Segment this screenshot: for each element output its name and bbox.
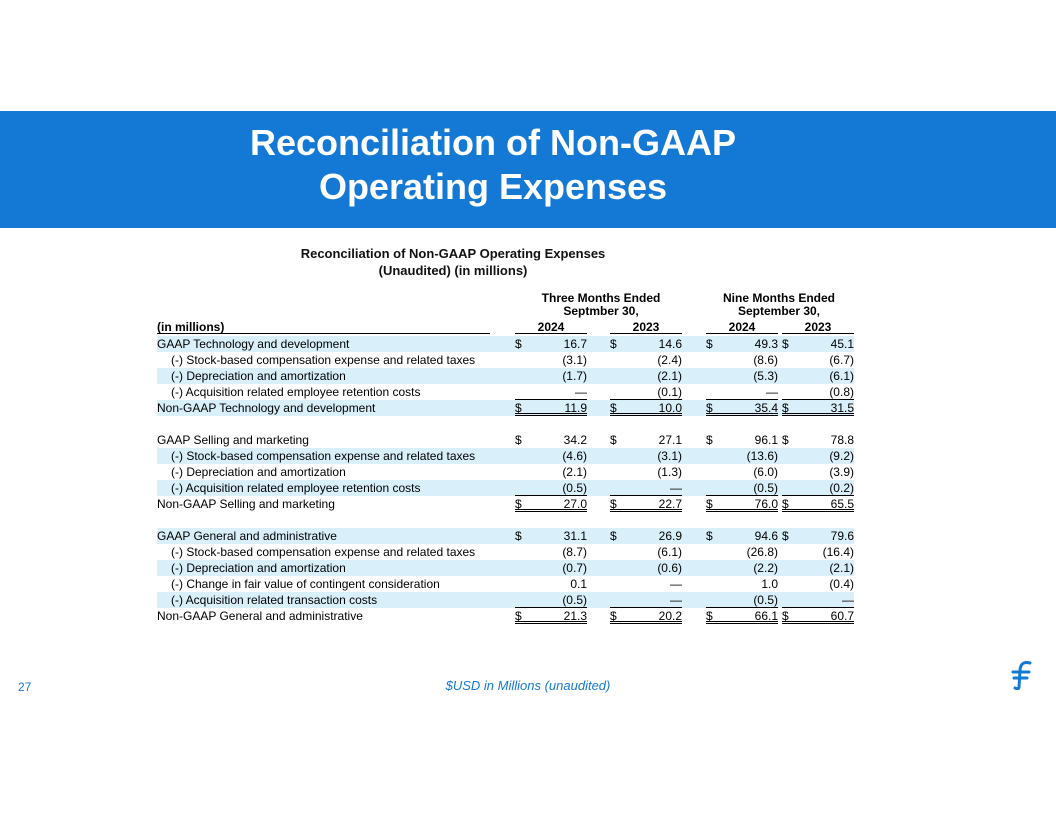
value-cell-q-2023 — [610, 448, 682, 464]
value-cell-9m-2023 — [782, 496, 854, 512]
currency-symbol: $ — [706, 609, 713, 623]
value-cell-9m-2023 — [782, 384, 854, 400]
cell-value: 0.1 — [570, 577, 587, 591]
value-cell-9m-2024 — [706, 336, 778, 352]
currency-symbol: $ — [782, 609, 789, 623]
row-label: (-) Stock-based compensation expense and related taxes — [171, 545, 476, 559]
cell-value: (2.1) — [829, 561, 854, 575]
cell-value: 60.7 — [830, 609, 854, 623]
cell-value: (9.2) — [829, 449, 854, 463]
year-header-q-2024: 2024 — [515, 320, 587, 334]
cell-value: 16.7 — [563, 337, 587, 351]
table-title: Reconciliation of Non-GAAP Operating Expenses — [300, 246, 606, 261]
table-row — [157, 384, 854, 400]
slide-title — [0, 121, 986, 209]
currency-symbol: $ — [610, 609, 617, 623]
nine-months-line-1: Nine Months Ended — [723, 291, 835, 305]
table-subtitle: (Unaudited) (in millions) — [378, 263, 528, 278]
cell-value: (8.6) — [753, 353, 778, 367]
value-cell-9m-2023 — [782, 576, 854, 592]
slide-title-line-1: Reconciliation of Non-GAAP — [250, 122, 736, 163]
value-cell-9m-2024 — [706, 592, 778, 608]
cell-value: — — [842, 593, 854, 607]
row-label: Non-GAAP Selling and marketing — [157, 497, 335, 511]
value-cell-q-2023 — [610, 368, 682, 384]
value-cell-q-2024 — [515, 384, 587, 400]
three-months-line-2: Septmber 30, — [563, 304, 639, 318]
currency-symbol: $ — [610, 401, 617, 415]
cell-value: — — [670, 481, 682, 495]
row-label: (-) Depreciation and amortization — [171, 465, 346, 479]
value-cell-q-2023 — [610, 560, 682, 576]
row-label: Non-GAAP General and administrative — [157, 609, 363, 623]
value-cell-q-2024 — [515, 528, 587, 544]
row-label: Non-GAAP Technology and development — [157, 401, 376, 415]
cell-value: (3.1) — [562, 353, 587, 367]
value-cell-9m-2023 — [782, 432, 854, 448]
table-row — [157, 480, 854, 496]
cell-value: 66.1 — [754, 609, 778, 623]
slide-title-line-2: Operating Expenses — [318, 166, 668, 207]
cell-value: (1.3) — [657, 465, 682, 479]
value-cell-9m-2024 — [706, 576, 778, 592]
cell-value: (3.9) — [829, 465, 854, 479]
value-cell-9m-2024 — [706, 352, 778, 368]
company-logo-icon — [1010, 660, 1036, 690]
table-row — [157, 464, 854, 480]
cell-value: 94.6 — [754, 529, 778, 543]
cell-value: (0.5) — [562, 481, 587, 495]
currency-symbol: $ — [515, 609, 522, 623]
value-cell-q-2024 — [515, 608, 587, 624]
value-cell-q-2024 — [515, 352, 587, 368]
cell-value: 14.6 — [658, 337, 682, 351]
currency-symbol: $ — [610, 497, 617, 511]
table-row — [157, 560, 854, 576]
value-cell-9m-2024 — [706, 432, 778, 448]
value-cell-9m-2024 — [706, 400, 778, 416]
currency-symbol: $ — [515, 433, 522, 447]
value-cell-9m-2023 — [782, 400, 854, 416]
row-label: GAAP Technology and development — [157, 337, 350, 351]
value-cell-9m-2024 — [706, 384, 778, 400]
row-label: (-) Depreciation and amortization — [171, 561, 346, 575]
value-cell-9m-2024 — [706, 528, 778, 544]
value-cell-q-2024 — [515, 368, 587, 384]
value-cell-q-2023 — [610, 480, 682, 496]
cell-value: — — [575, 385, 587, 399]
column-header-row — [157, 320, 854, 334]
currency-symbol: $ — [515, 497, 522, 511]
cell-value: 45.1 — [830, 337, 854, 351]
cell-value: (6.1) — [829, 369, 854, 383]
footnote: $USD in Millions (unaudited) — [445, 678, 611, 693]
label-column-header: (in millions) — [157, 320, 490, 334]
cell-value: (13.6) — [746, 449, 778, 463]
value-cell-9m-2024 — [706, 448, 778, 464]
value-cell-9m-2024 — [706, 368, 778, 384]
currency-symbol: $ — [706, 433, 713, 447]
currency-symbol: $ — [610, 433, 617, 447]
cell-value: 22.7 — [658, 497, 682, 511]
cell-value: 20.2 — [658, 609, 682, 623]
currency-symbol: $ — [515, 401, 522, 415]
value-cell-q-2024 — [515, 576, 587, 592]
currency-symbol: $ — [782, 337, 789, 351]
cell-value: (4.6) — [562, 449, 587, 463]
value-cell-q-2024 — [515, 432, 587, 448]
value-cell-q-2024 — [515, 336, 587, 352]
row-label: GAAP Selling and marketing — [157, 433, 309, 447]
value-cell-q-2023 — [610, 400, 682, 416]
value-cell-9m-2023 — [782, 560, 854, 576]
table-row — [157, 608, 854, 624]
value-cell-q-2023 — [610, 384, 682, 400]
cell-value: 10.0 — [658, 401, 682, 415]
cell-value: (0.5) — [562, 593, 587, 607]
cell-value: 79.6 — [830, 529, 854, 543]
value-cell-q-2023 — [610, 496, 682, 512]
year-header-q-2023: 2023 — [610, 320, 682, 334]
currency-symbol: $ — [706, 401, 713, 415]
cell-value: (2.2) — [753, 561, 778, 575]
row-label: (-) Acquisition related transaction costs — [171, 593, 378, 607]
cell-value: (1.7) — [562, 369, 587, 383]
cell-value: 31.5 — [830, 401, 854, 415]
value-cell-q-2023 — [610, 544, 682, 560]
cell-value: (16.4) — [822, 545, 854, 559]
page-number: 27 — [18, 680, 32, 694]
cell-value: (0.4) — [829, 577, 854, 591]
cell-value: (6.7) — [829, 353, 854, 367]
three-months-line-1: Three Months Ended — [541, 291, 661, 305]
value-cell-9m-2024 — [706, 544, 778, 560]
cell-value: (0.8) — [829, 385, 854, 399]
cell-value: 49.3 — [754, 337, 778, 351]
cell-value: (5.3) — [753, 369, 778, 383]
cell-value: 78.8 — [830, 433, 854, 447]
value-cell-q-2024 — [515, 592, 587, 608]
cell-value: — — [670, 593, 682, 607]
value-cell-q-2023 — [610, 464, 682, 480]
cell-value: — — [670, 577, 682, 591]
value-cell-q-2024 — [515, 560, 587, 576]
cell-value: 96.1 — [754, 433, 778, 447]
cell-value: 27.0 — [563, 497, 587, 511]
value-cell-9m-2023 — [782, 480, 854, 496]
row-label: (-) Acquisition related employee retention costs — [171, 385, 421, 399]
cell-value: 34.2 — [563, 433, 587, 447]
cell-value: 76.0 — [754, 497, 778, 511]
cell-value: — — [766, 385, 778, 399]
value-cell-9m-2023 — [782, 608, 854, 624]
cell-value: (2.1) — [562, 465, 587, 479]
value-cell-q-2024 — [515, 544, 587, 560]
currency-symbol: $ — [782, 401, 789, 415]
table-row — [157, 368, 854, 384]
cell-value: 27.1 — [658, 433, 682, 447]
value-cell-9m-2024 — [706, 608, 778, 624]
three-months-header — [515, 292, 687, 318]
table-row — [157, 432, 854, 448]
cell-value: (0.5) — [753, 481, 778, 495]
value-cell-9m-2023 — [782, 544, 854, 560]
row-label: GAAP General and administrative — [157, 529, 337, 543]
value-cell-9m-2023 — [782, 352, 854, 368]
cell-value: 1.0 — [761, 577, 778, 591]
currency-symbol: $ — [610, 337, 617, 351]
cell-value: (0.2) — [829, 481, 854, 495]
cell-value: (3.1) — [657, 449, 682, 463]
value-cell-q-2023 — [610, 528, 682, 544]
value-cell-9m-2023 — [782, 464, 854, 480]
cell-value: (26.8) — [746, 545, 778, 559]
currency-symbol: $ — [515, 529, 522, 543]
table-row — [157, 400, 854, 416]
cell-value: (0.6) — [657, 561, 682, 575]
value-cell-q-2024 — [515, 448, 587, 464]
table-row — [157, 352, 854, 368]
cell-value: (0.5) — [753, 593, 778, 607]
nine-months-header — [704, 292, 854, 318]
cell-value: (0.7) — [562, 561, 587, 575]
table-row — [157, 576, 854, 592]
value-cell-q-2023 — [610, 336, 682, 352]
currency-symbol: $ — [782, 433, 789, 447]
value-cell-q-2023 — [610, 576, 682, 592]
year-header-9m-2023: 2023 — [782, 320, 854, 334]
cell-value: (6.1) — [657, 545, 682, 559]
currency-symbol: $ — [610, 529, 617, 543]
currency-symbol: $ — [706, 529, 713, 543]
table-row — [157, 528, 854, 544]
cell-value: (2.4) — [657, 353, 682, 367]
currency-symbol: $ — [782, 529, 789, 543]
value-cell-q-2024 — [515, 464, 587, 480]
cell-value: 26.9 — [658, 529, 682, 543]
value-cell-9m-2023 — [782, 336, 854, 352]
value-cell-9m-2024 — [706, 464, 778, 480]
value-cell-q-2023 — [610, 608, 682, 624]
row-label: (-) Depreciation and amortization — [171, 369, 346, 383]
value-cell-q-2024 — [515, 400, 587, 416]
value-cell-9m-2024 — [706, 496, 778, 512]
value-cell-9m-2023 — [782, 528, 854, 544]
cell-value: (8.7) — [562, 545, 587, 559]
row-label: (-) Stock-based compensation expense and related taxes — [171, 449, 476, 463]
value-cell-q-2023 — [610, 592, 682, 608]
table-row — [157, 336, 854, 352]
row-label: (-) Change in fair value of contingent consideration — [171, 577, 440, 591]
cell-value: 65.5 — [830, 497, 854, 511]
cell-value: 11.9 — [564, 401, 587, 415]
row-label: (-) Acquisition related employee retention costs — [171, 481, 421, 495]
table-row — [157, 544, 854, 560]
row-label: (-) Stock-based compensation expense and related taxes — [171, 353, 476, 367]
cell-value: (6.0) — [753, 465, 778, 479]
value-cell-9m-2024 — [706, 560, 778, 576]
currency-symbol: $ — [706, 337, 713, 351]
cell-value: (2.1) — [657, 369, 682, 383]
currency-symbol: $ — [706, 497, 713, 511]
value-cell-9m-2024 — [706, 480, 778, 496]
value-cell-9m-2023 — [782, 448, 854, 464]
currency-symbol: $ — [782, 497, 789, 511]
value-cell-q-2023 — [610, 352, 682, 368]
cell-value: (0.1) — [657, 385, 682, 399]
table-row — [157, 496, 854, 512]
value-cell-q-2023 — [610, 432, 682, 448]
value-cell-9m-2023 — [782, 592, 854, 608]
cell-value: 21.3 — [563, 609, 587, 623]
currency-symbol: $ — [515, 337, 522, 351]
cell-value: 35.4 — [754, 401, 778, 415]
value-cell-q-2024 — [515, 480, 587, 496]
nine-months-line-2: September 30, — [737, 304, 821, 318]
year-header-9m-2024: 2024 — [706, 320, 778, 334]
value-cell-9m-2023 — [782, 368, 854, 384]
table-row — [157, 592, 854, 608]
cell-value: 31.1 — [563, 529, 587, 543]
value-cell-q-2024 — [515, 496, 587, 512]
table-row — [157, 448, 854, 464]
